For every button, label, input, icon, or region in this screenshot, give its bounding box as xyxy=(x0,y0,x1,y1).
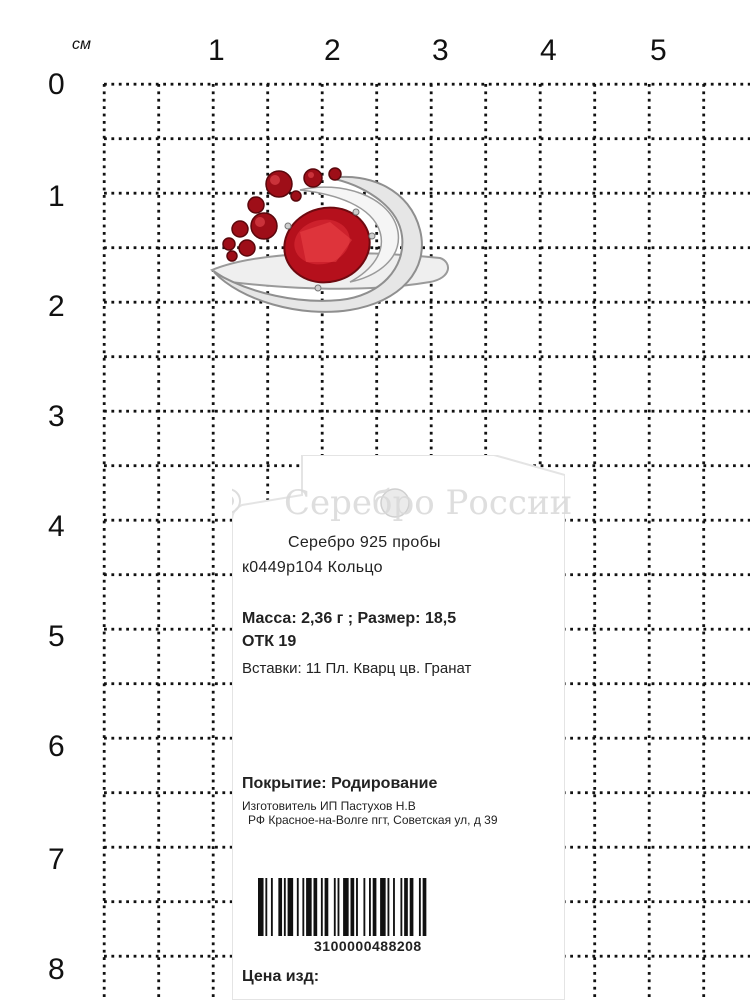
top-axis-number: 4 xyxy=(540,34,557,67)
left-axis-number: 4 xyxy=(48,510,65,543)
top-axis-number: 1 xyxy=(208,34,225,67)
left-axis-number: 7 xyxy=(48,843,65,876)
left-axis-number: 6 xyxy=(48,730,65,763)
otk-mark: ОТК 19 xyxy=(242,633,297,650)
coating: Покрытие: Родирование xyxy=(242,775,438,792)
mass-size: Масса: 2,36 г ; Размер: 18,5 xyxy=(242,610,457,627)
top-axis-number: 2 xyxy=(324,34,341,67)
manufacturer-address: РФ Красное-на-Волге пгт, Советская ул, д 39 xyxy=(248,813,498,827)
article-name: к0449р104 Кольцо xyxy=(242,559,383,576)
product-tag xyxy=(232,455,573,1000)
brand-watermark: Серебро России xyxy=(284,483,573,523)
inserts: Вставки: 11 Пл. Кварц цв. Гранат xyxy=(242,660,472,677)
left-axis-number: 5 xyxy=(48,620,65,653)
ring-with-garnets xyxy=(212,168,448,312)
unit-label: см xyxy=(72,36,91,53)
price-label: Цена изд: xyxy=(242,968,320,985)
left-axis-number: 1 xyxy=(48,180,65,213)
metal-purity: Серебро 925 пробы xyxy=(288,534,441,551)
barcode xyxy=(254,878,534,936)
manufacturer: Изготовитель ИП Пастухов Н.В xyxy=(242,799,416,813)
left-axis-number: 8 xyxy=(48,953,65,986)
left-axis-number: 3 xyxy=(48,400,65,433)
left-axis-number: 2 xyxy=(48,290,65,323)
barcode-number: 3100000488208 xyxy=(314,938,422,954)
top-axis-number: 3 xyxy=(432,34,449,67)
top-axis-number: 5 xyxy=(650,34,667,67)
left-axis-number: 0 xyxy=(48,68,65,101)
